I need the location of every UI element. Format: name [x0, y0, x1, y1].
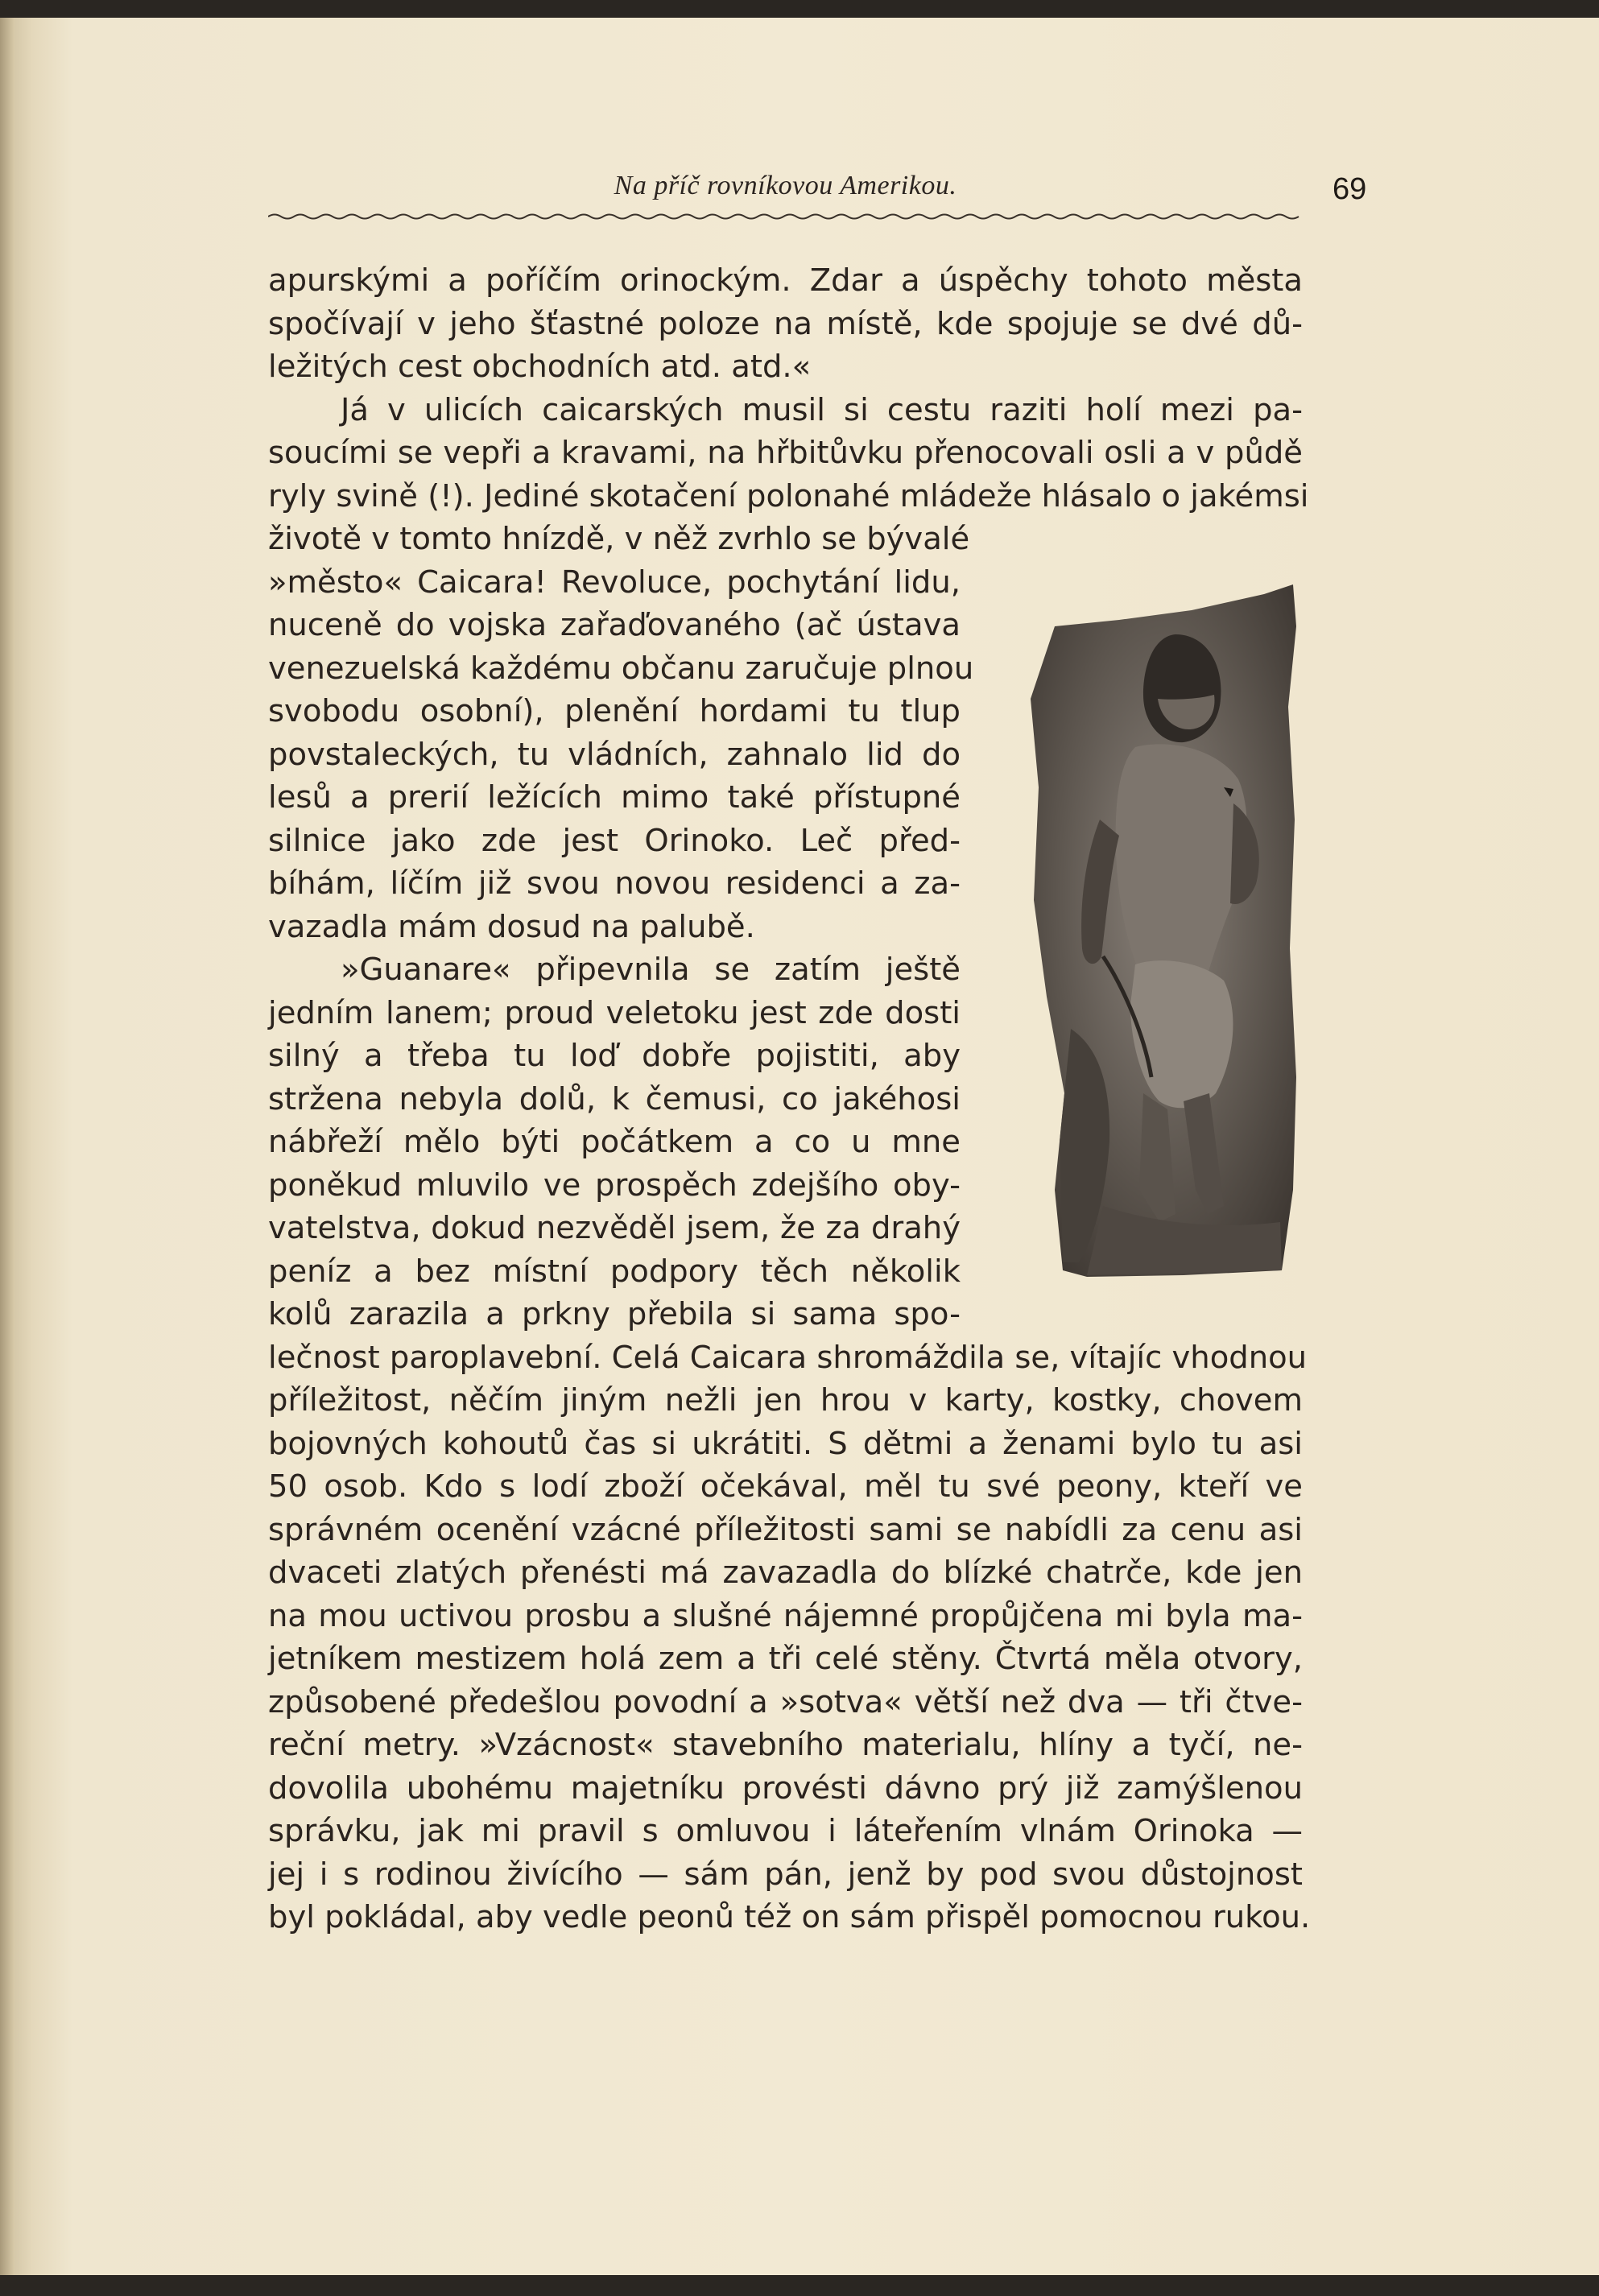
text-line: peníz a bez místní podpory těch několik — [268, 1253, 961, 1290]
text-line: způsobené předešlou povodní a »sotva« větší než dva — tři čtve- — [268, 1683, 1303, 1720]
text-line: bojovných kohoutů čas si ukrátiti. S dětmi a ženami bylo tu asi — [268, 1425, 1303, 1462]
text-line: byl pokládal, aby vedle peonů též on sám přispěl pomocnou rukou. — [268, 1899, 1311, 1935]
text-line: nábřeží mělo býti počátkem a co u mne — [268, 1124, 961, 1160]
text-line: ležitých cest obchodních atd. atd.« — [268, 349, 812, 385]
text-line: 50 osob. Kdo s lodí zboží očekával, měl tu své peony, kteří ve — [268, 1468, 1303, 1505]
text-line: apurskými a poříčím orinockým. Zdar a úspěchy tohoto města — [268, 262, 1303, 299]
text-line: dovolila ubohému majetníku provésti dávno prý již zamýšlenou — [268, 1769, 1303, 1807]
page-number: 69 — [1332, 172, 1367, 206]
text-line: na mou uctivou prosbu a slušné nájemné propůjčena mi byla ma- — [268, 1597, 1303, 1634]
text-line: spočívají v jeho šťastné poloze na místě, kde spojuje se dvé dů- — [268, 305, 1303, 342]
text-line: Já v ulicích caicarských musil si cestu raziti holí mezi pa- — [341, 391, 1303, 428]
text-line: poněkud mluvilo ve prospěch zdejšího oby- — [268, 1167, 961, 1204]
book-spine-shadow — [0, 18, 14, 2275]
body-text — [268, 259, 1311, 1939]
text-line: »Guanare« připevnila se zatím ještě — [341, 952, 961, 988]
text-line: reční metry. »Vzácnost« stavebního materialu, hlíny a tyčí, ne- — [268, 1727, 1303, 1763]
text-line: dvaceti zlatých přenésti má zavazadla do blízké chatrče, kde jen — [268, 1555, 1303, 1591]
text-line: vatelstva, dokud nezvěděl jsem, že za drahý — [268, 1210, 961, 1246]
text-line: jedním lanem; proud veletoku jest zde dosti — [268, 994, 961, 1031]
text-line: správku, jak mi pravil s omluvou i láteřením vlnám Orinoka — — [268, 1813, 1303, 1849]
text-line: soucími se vepři a kravami, na hřbitůvku přenocovali osli a v půdě — [268, 435, 1303, 471]
text-line: vazadla mám dosud na palubě. — [268, 908, 755, 945]
text-line: nuceně do vojska zařaďovaného (ač ústava — [268, 607, 961, 643]
text-line: bíhám, líčím již svou novou residenci a za- — [268, 865, 961, 902]
text-line: životě v tomto hnízdě, v něž zvrhlo se bývalé — [268, 521, 970, 557]
text-line: jej i s rodinou živícího — sám pán, jenž by pod svou důstojnost — [268, 1856, 1303, 1893]
text-line: jetníkem mestizem holá zem a tři celé stěny. Čtvrtá měla otvory, — [268, 1641, 1303, 1677]
text-line: silnice jako zde jest Orinoko. Leč před- — [268, 822, 961, 859]
text-line: správném ocenění vzácné příležitosti sami se nabídli za cenu asi — [268, 1511, 1303, 1548]
text-line: povstaleckých, tu vládních, zahnalo lid do — [268, 736, 961, 773]
text-line: silný a třeba tu loď dobře pojistiti, aby — [268, 1038, 961, 1074]
text-line: ryly svině (!). Jediné skotačení polonahé mládeže hlásalo o jakémsi — [268, 477, 1309, 514]
wavy-header-rule — [268, 211, 1303, 222]
text-line: lesů a prerií ležících mimo také přístupné — [268, 779, 961, 816]
running-head — [268, 171, 1303, 211]
text-line: venezuelská každému občanu zaručuje plnou — [268, 650, 974, 687]
text-line: lečnost paroplavební. Celá Caicara shromáždila se, vítajíc vhodnou — [268, 1339, 1308, 1376]
running-title: Na příč rovníkovou Amerikou. — [614, 171, 957, 200]
text-line: »město« Caicara! Revoluce, pochytání lidu, — [268, 564, 961, 601]
text-line: příležitost, něčím jiným nežli jen hrou v karty, kostky, chovem — [268, 1382, 1303, 1418]
text-line: kolů zarazila a prkny přebila si sama spo- — [268, 1296, 961, 1332]
text-line: svobodu osobní), plenění hordami tu tlup — [268, 693, 961, 729]
text-line: stržena nebyla dolů, k čemusi, co jakéhosi — [268, 1080, 961, 1117]
